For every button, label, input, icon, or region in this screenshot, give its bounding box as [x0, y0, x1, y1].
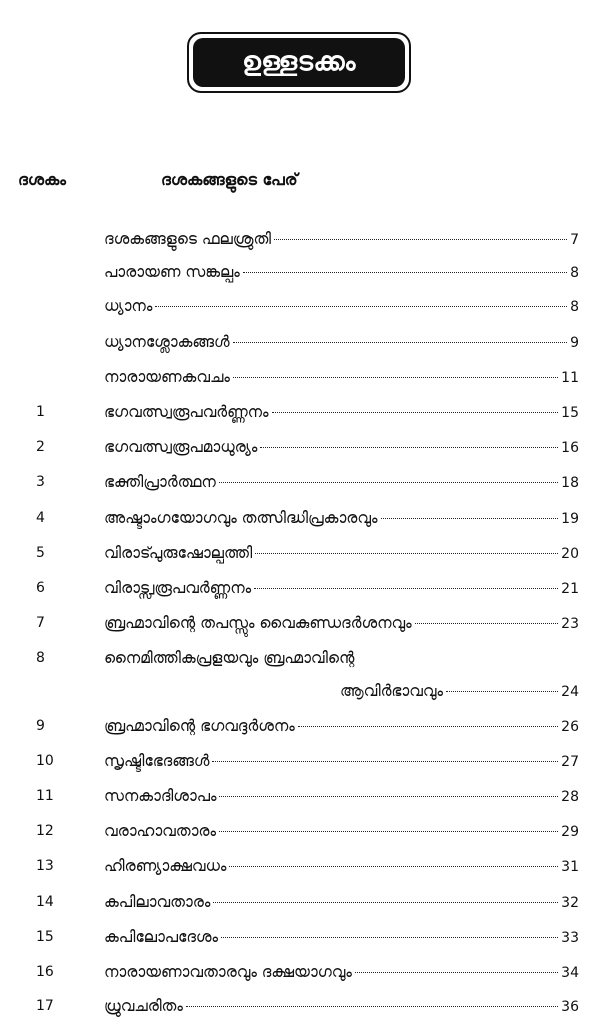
page-title: ഉള്ളടക്കം — [242, 47, 356, 77]
toc-entry — [104, 575, 579, 601]
toc-row — [0, 713, 600, 739]
toc-entry — [104, 610, 579, 636]
toc-row-number: 12 — [36, 823, 54, 839]
toc-row — [0, 645, 600, 671]
toc-entry — [104, 853, 579, 879]
toc-entry — [340, 678, 579, 704]
toc-row-number: 6 — [36, 580, 45, 596]
dot-leader — [233, 377, 558, 378]
toc-row — [0, 364, 600, 390]
toc-entry-title: ധ്യാനം — [104, 297, 153, 315]
toc-entry-page: 8 — [570, 265, 579, 281]
toc-entry-title: കപിലാവതാരം — [104, 893, 211, 911]
toc-row — [0, 818, 600, 844]
toc-entry — [104, 959, 579, 985]
dot-leader — [298, 726, 558, 727]
toc-row-number: 3 — [36, 474, 45, 490]
toc-row-number: 17 — [36, 998, 54, 1014]
toc-row-number: 9 — [36, 718, 45, 734]
toc-entry — [104, 993, 579, 1019]
toc-row — [0, 959, 600, 985]
toc-entry-title: നൈമിത്തികപ്രളയവും ബ്രഹ്മാവിന്റെ — [104, 649, 355, 667]
toc-row-number: 7 — [36, 615, 45, 631]
dot-leader — [229, 866, 558, 867]
toc-entry-page: 19 — [561, 511, 579, 527]
toc-entry-title: വിരാട്സ്വരൂപവർണ്ണനം — [104, 579, 252, 597]
dot-leader — [186, 1006, 558, 1007]
toc-entry-page: 31 — [561, 859, 579, 875]
toc-row-number: 8 — [36, 650, 45, 666]
toc-row-number: 10 — [36, 753, 54, 769]
dot-leader — [415, 623, 559, 624]
dot-leader — [446, 691, 558, 692]
toc-entry-title: ബ്രഹ്മാവിന്റെ തപസ്സും വൈകുണ്ഡദർശനവും — [104, 614, 412, 632]
toc-row — [0, 678, 600, 704]
toc-entry-title: വരാഹാവതാരം — [104, 822, 217, 840]
toc-row — [0, 293, 600, 319]
toc-entry-title: ഹിരണ്യാക്ഷവധം — [104, 857, 227, 875]
toc-row — [0, 889, 600, 915]
dot-leader — [255, 553, 558, 554]
toc-entry — [104, 259, 579, 285]
toc-entry-page: 8 — [570, 299, 579, 315]
dot-leader — [274, 239, 567, 240]
dot-leader — [221, 937, 558, 938]
toc-entry — [104, 924, 579, 950]
toc-entry — [104, 645, 579, 671]
toc-row-number: 2 — [36, 439, 45, 455]
toc-entry-page: 21 — [561, 581, 579, 597]
toc-row — [0, 748, 600, 774]
toc-entry-title: നാരായണാവതാരവും ദക്ഷയാഗവും — [104, 963, 352, 981]
dot-leader — [243, 272, 567, 273]
toc-entry-page: 24 — [561, 684, 579, 700]
toc-entry — [104, 329, 579, 355]
dot-leader — [254, 588, 558, 589]
toc-entry-title: ആവിർഭാവവും — [340, 682, 443, 700]
toc-entry-page: 11 — [561, 370, 579, 386]
toc-entry-page: 34 — [561, 965, 579, 981]
toc-row — [0, 329, 600, 355]
toc-entry — [104, 748, 579, 774]
toc-row-number: 13 — [36, 858, 54, 874]
toc-entry — [104, 469, 579, 495]
toc-row — [0, 924, 600, 950]
toc-row-number: 1 — [36, 404, 45, 420]
toc-entry-title: ഭക്തിപ്രാർത്ഥന — [104, 473, 216, 491]
toc-entry-title: സനകാദിശാപം — [104, 787, 217, 805]
toc-row — [0, 575, 600, 601]
toc-entry-title: ഭഗവത്സ്വരൂപവർണ്ണനം — [104, 403, 269, 421]
dot-leader — [355, 972, 558, 973]
toc-entry-page: 20 — [561, 546, 579, 562]
toc-entry-page: 16 — [561, 440, 579, 456]
toc-row — [0, 505, 600, 531]
toc-entry-title: പാരായണ സങ്കല്പം — [104, 263, 240, 281]
toc-entry — [104, 434, 579, 460]
toc-entry-page: 29 — [561, 824, 579, 840]
toc-entry-page: 9 — [570, 335, 579, 351]
toc-row — [0, 399, 600, 425]
toc-entry-title: ധ്യാനശ്ലോകങ്ങൾ — [104, 333, 230, 351]
dot-leader — [155, 306, 567, 307]
dot-leader — [212, 761, 558, 762]
toc-row-number: 15 — [36, 929, 54, 945]
column-header-number: ദശകം — [18, 170, 67, 189]
toc-row-number: 11 — [36, 788, 54, 804]
toc-entry-page: 36 — [561, 999, 579, 1015]
toc-entry-title: കപിലോപദേശം — [104, 928, 219, 946]
toc-row — [0, 540, 600, 566]
toc-row — [0, 259, 600, 285]
toc-row-number: 5 — [36, 545, 45, 561]
toc-entry-title: ഭഗവത്സ്വരൂപമാധുര്യം — [104, 438, 258, 456]
toc-entry-page: 32 — [561, 895, 579, 911]
toc-entry-page: 23 — [561, 616, 579, 632]
dot-leader — [233, 342, 568, 343]
toc-row — [0, 853, 600, 879]
toc-row — [0, 993, 600, 1019]
toc-entry-title: നാരായണകവചം — [104, 368, 230, 386]
toc-entry-title: അഷ്ടാംഗയോഗവും തത്സിദ്ധിപ്രകാരവും — [104, 509, 378, 527]
dot-leader — [219, 831, 558, 832]
toc-entry — [104, 713, 579, 739]
toc-entry-title: ദശകങ്ങളുടെ ഫലശ്രുതി — [104, 230, 272, 248]
dot-leader — [272, 412, 559, 413]
toc-entry-title: ധ്രുവചരിതം — [104, 997, 183, 1015]
toc-row — [0, 610, 600, 636]
toc-entry-page: 33 — [561, 930, 579, 946]
toc-entry — [104, 505, 579, 531]
toc-entry — [104, 226, 579, 252]
toc-entry-page: 28 — [561, 789, 579, 805]
dot-leader — [219, 482, 558, 483]
toc-entry-title: സൃഷ്ടിഭേദങ്ങൾ — [104, 752, 210, 770]
toc-entry — [104, 399, 579, 425]
dot-leader — [213, 902, 558, 903]
column-header-name: ദശകങ്ങളുടെ പേര് — [161, 170, 298, 189]
toc-entry-page: 15 — [561, 405, 579, 421]
toc-row — [0, 226, 600, 252]
dot-leader — [260, 447, 558, 448]
toc-entry — [104, 293, 579, 319]
toc-row — [0, 434, 600, 460]
toc-row — [0, 469, 600, 495]
toc-entry — [104, 540, 579, 566]
toc-row-number: 4 — [36, 510, 45, 526]
toc-entry-page: 18 — [561, 475, 579, 491]
toc-entry — [104, 889, 579, 915]
toc-entry — [104, 783, 579, 809]
toc-row-number: 16 — [36, 964, 54, 980]
toc-entry-page: 7 — [570, 232, 579, 248]
toc-entry-title: ബ്രഹ്മാവിന്റെ ഭഗവദ്ദർശനം — [104, 717, 295, 735]
toc-entry-page: 26 — [561, 719, 579, 735]
toc-entry — [104, 364, 579, 390]
dot-leader — [219, 796, 558, 797]
toc-row — [0, 783, 600, 809]
toc-row-number: 14 — [36, 894, 54, 910]
toc-entry-title: വിരാട്പുരുഷോല്പത്തി — [104, 544, 253, 562]
toc-entry-page: 27 — [561, 754, 579, 770]
dot-leader — [381, 518, 559, 519]
toc-entry — [104, 818, 579, 844]
